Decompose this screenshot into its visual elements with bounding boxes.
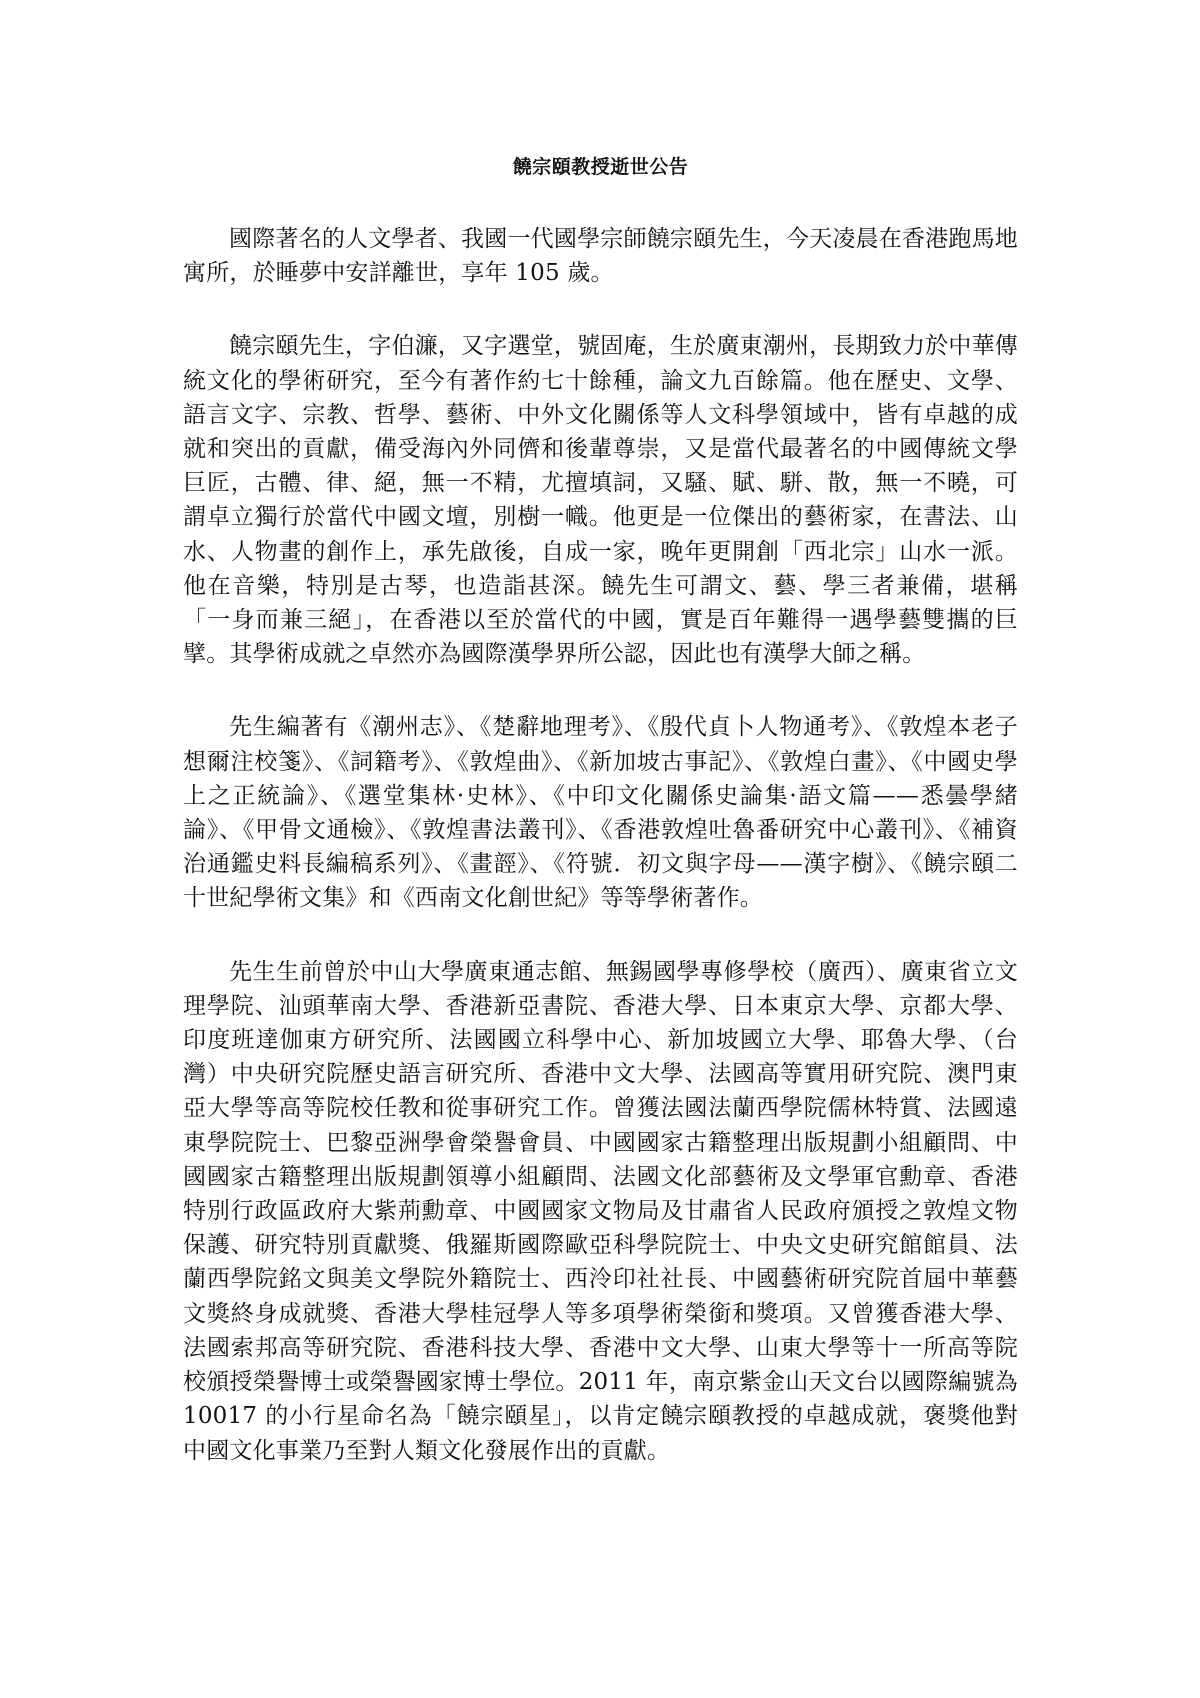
paragraph-publications: 先生編著有《潮州志》、《楚辭地理考》、《殷代貞卜人物通考》、《敦煌本老子想爾注校箋》、《詞籍考》、《敦煌曲》、《新加坡古事記》、《敦煌白畫》、《中國史學上之正統論》、《選堂集林·史林》、《中印文化關係史論集·語文篇——悉曇學緒論》、《甲骨文通檢》、《敦煌書法叢刊》、《香港敦煌吐魯番研究中心叢刊》、《補資治通鑑史料長編稿系列》、《畫䪫》、《符號．初文與字母——漢字樹》、《饒宗頤二十世紀學術文集》和《西南文化創世紀》等等學術著作。 xyxy=(183,714,1018,912)
paragraph-death-announcement: 國際著名的人文學者、我國一代國學宗師饒宗頤先生，今天凌晨在香港跑馬地寓所，於睡夢中安詳離世，享年 105 歲。 xyxy=(183,226,1018,287)
paragraph-career-honours: 先生生前曾於中山大學廣東通志館、無錫國學專修學校（廣西）、廣東省立文理學院、汕頭華南大學、香港新亞書院、香港大學、日本東京大學、京都大學、印度班達伽東方研究所、法國國立科學中心、新加坡國立大學、耶魯大學、（台灣）中央研究院歷史語言研究所、香港中文大學、法國高等實用研究院、澳門東亞大學等高等院校任教和從事研究工作。曾獲法國法蘭西學院儒林特賞、法國遠東學院院士、巴黎亞洲學會榮譽會員、中國國家古籍整理出版規劃小組顧問、中國國家古籍整理出版規劃領導小組顧問、法國文化部藝術及文學軍官勳章、香港特別行政區政府大紫荊勳章、中國國家文物局及甘肅省人民政府頒授之敦煌文物保護、研究特別貢獻獎、俄羅斯國際歐亞科學院院士、中央文史研究館館員、法蘭西學院銘文與美文學院外籍院士、西泠印社社長、中國藝術研究院首屆中華藝文獎終身成就獎、香港大學桂冠學人等多項學術榮銜和獎項。又曾獲香港大學、法國索邦高等研究院、香港科技大學、香港中文大學、山東大學等十一所高等院校頒授榮譽博士或榮譽國家博士學位。2011 年，南京紫金山天文台以國際編號為 10017 的小行星命名為「饒宗頤星」，以肯定饒宗頤教授的卓越成就，褒獎他對中國文化事業乃至對人類文化發展作出的貢獻。 xyxy=(183,958,1018,1464)
document-title: 饒宗頤教授逝世公告 xyxy=(512,156,689,178)
paragraph-biography: 饒宗頤先生，字伯濂，又字選堂，號固庵，生於廣東潮州，長期致力於中華傳統文化的學術研究，至今有著作約七十餘種，論文九百餘篇。他在歷史、文學、語言文字、宗教、哲學、藝術、中外文化關係等人文科學領域中，皆有卓越的成就和突出的貢獻，備受海內外同儕和後輩尊崇，又是當代最著名的中國傳統文學巨匠，古體、律、絕，無一不精，尤擅填詞，又騷、賦、駢、散，無一不曉，可謂卓立獨行於當代中國文壇，別樹一幟。他更是一位傑出的藝術家，在書法、山水、人物畫的創作上，承先啟後，自成一家，晚年更開創「西北宗」山水一派。他在音樂，特別是古琴，也造詣甚深。饒先生可謂文、藝、學三者兼備，堪稱「一身而兼三絕」，在香港以至於當代的中國，實是百年難得一遇學藝雙攜的巨擘。其學術成就之卓然亦為國際漢學界所公認，因此也有漢學大師之稱。 xyxy=(183,333,1018,668)
document-body xyxy=(183,150,1018,1468)
